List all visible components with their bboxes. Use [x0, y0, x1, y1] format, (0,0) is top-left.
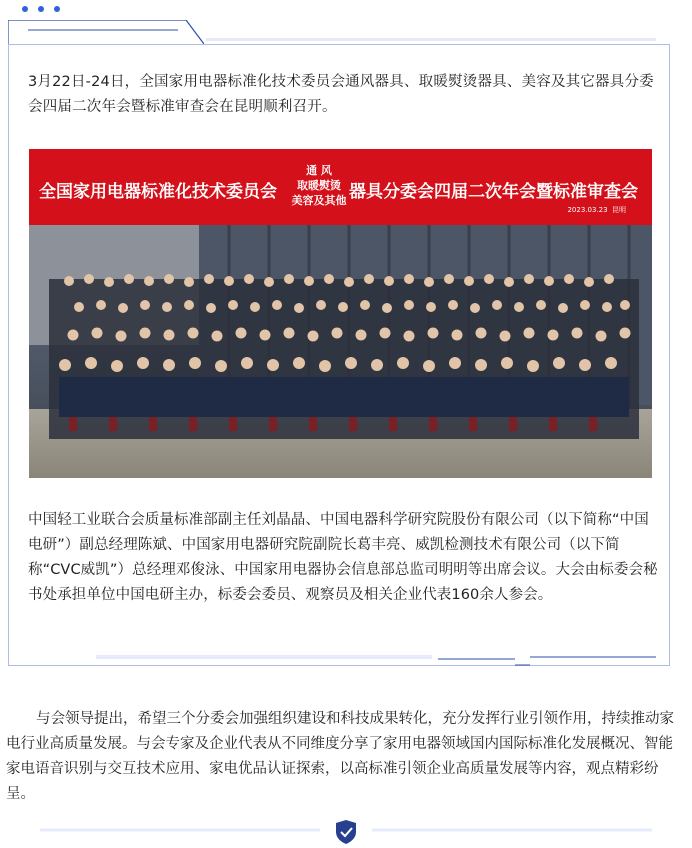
- group-photo: [29, 149, 652, 478]
- frame-bottom-decoration: [0, 650, 692, 670]
- banner-stacked-text: [287, 163, 351, 208]
- banner-left-text: 全国家用电器标准化技术委员会: [39, 182, 277, 202]
- frame-top-bar: [206, 38, 656, 41]
- frame-tab-decoration: [8, 20, 204, 46]
- banner-date: 2023.03.23 昆明: [567, 206, 626, 214]
- meeting-banner: [29, 149, 652, 225]
- intro-paragraph: 3月22日-24日，全国家用电器标准化技术委员会通风器具、取暖熨烫器具、美容及其它器具分委会四届二次年会暨标准审查会在昆明顺利召开。: [28, 74, 654, 115]
- banner-stack-bottom: 美容及其他: [291, 194, 347, 207]
- attendees-paragraph: 中国轻工业联合会质量标准部副主任刘晶晶、中国电器科学研究院股份有限公司（以下简称“中国电研”）副总经理陈斌、中国家用电器研究院副院长葛丰亮、威凯检测技术有限公司（以下简称“CVC威凯”）总经理邓俊泳、中国家用电器协会信息部总监司明明等出席会议。大会由标委会秘书处承担单位中国电研主办，标委会委员、观察员及相关企业代表160余人参会。: [28, 512, 658, 603]
- banner-stack-mid: 取暖熨烫: [297, 179, 341, 192]
- dot: [22, 6, 28, 12]
- dot: [38, 6, 44, 12]
- banner-right-text: 器具分委会四届二次年会暨标准审查会: [349, 182, 638, 202]
- banner-stack-top: 通 风: [306, 164, 332, 177]
- dot: [54, 6, 60, 12]
- shield-icon: [336, 820, 356, 844]
- decorative-dots: [22, 6, 60, 12]
- footer-divider: [0, 816, 692, 848]
- summary-paragraph: 与会领导提出，希望三个分委会加强组织建设和科技成果转化，充分发挥行业引领作用，持续推动家电行业高质量发展。与会专家及企业代表从不同维度分享了家用电器领域国内国际标准化发展概况、智能家电语音识别与交互技术应用、家电优品认证探索，以高标准引领企业高质量发展等内容，观点精彩纷呈。: [6, 711, 674, 802]
